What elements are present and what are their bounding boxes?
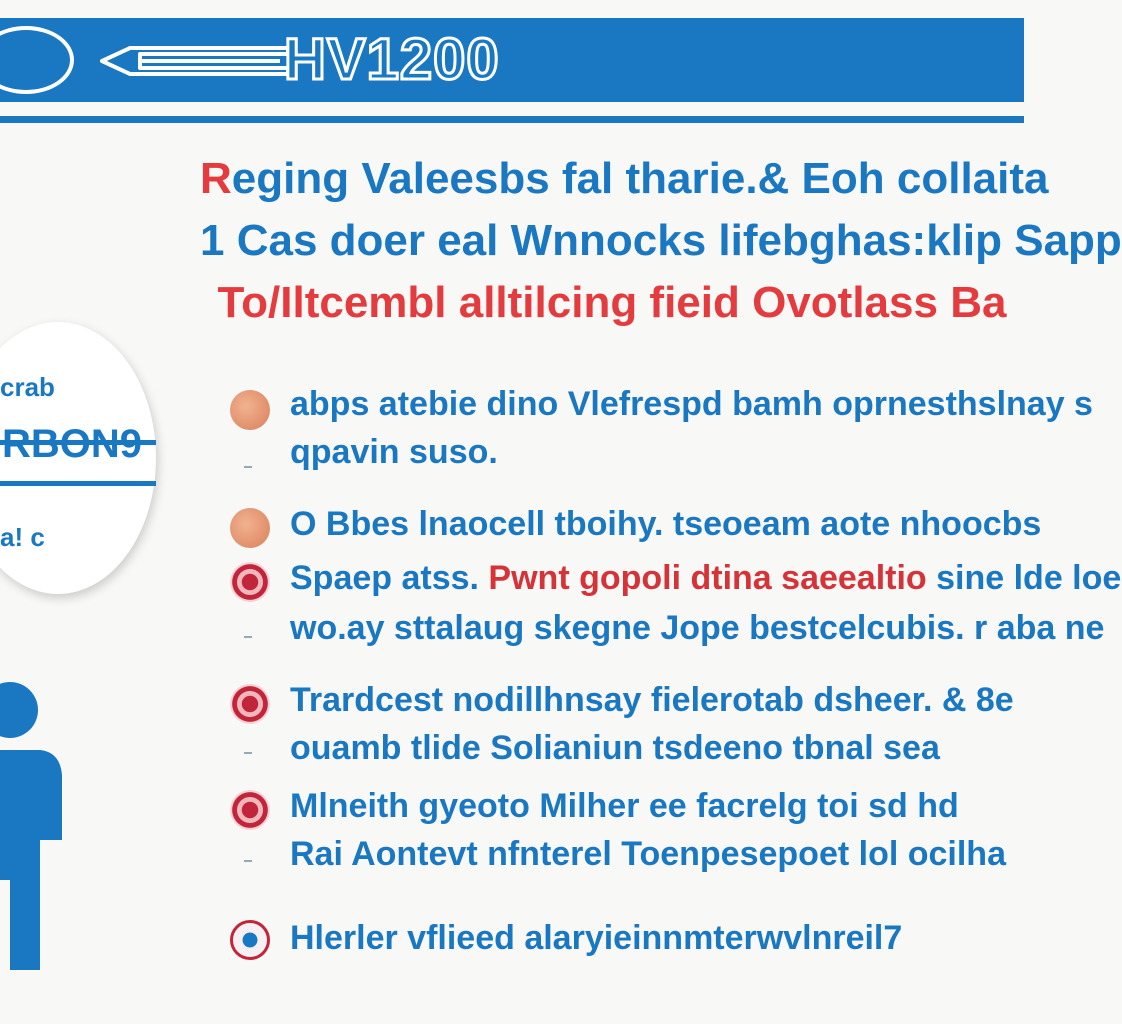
badge-bottom-text: a! c [0,522,45,552]
bullet-text: O Bbes lnaocell tboihy. tseoeam aote nhoocbs [290,505,1042,543]
bullet-text-red: Pwnt gopoli dtina saeealtio [488,559,927,597]
bullet-tick [244,860,252,862]
arrow-logo-icon [100,44,290,78]
headline-line-1-red: R [200,154,232,203]
headline [200,150,1122,336]
bullet-target-icon [230,562,270,602]
bullet-text-blue-start: Spaep atss. [290,559,489,597]
headline-line-1-blue: eging Valeesbs fal tharie.& Eoh collaita [231,154,1049,203]
bullet-tick [244,752,252,754]
bullet-text: Mlneith gyeoto Milher ee facrelg toi sd hd [290,787,959,825]
bullet-text: abps atebie dino Vlefrespd bamh oprnesthslnay s [290,385,1093,423]
bullet-text: Rai Aontevt nfnterel Toenpesepoet lol ocilha [290,835,1006,873]
bullet-text [290,556,1122,600]
bullet-text: ouamb tlide Solianiun tsdeeno tbnal sea [290,729,940,767]
badge-mid-text: RBON9 [2,422,143,466]
bullet-target-icon [230,684,270,724]
header-rule [0,116,1024,123]
bullet-orange-icon [230,508,270,548]
bullet-text-blue-end: sine lde loe [926,559,1122,597]
badge-illustration [0,322,156,594]
bullet-orange-icon [230,390,270,430]
header-band [0,18,1024,102]
headline-line-3-end: Ba [950,278,1007,327]
headline-line-1 [200,150,1049,212]
headline-line-3-red: To/Iltcembl alltilcing fieid Ovotlass [217,278,938,327]
header-title: HV1200 [284,27,500,92]
person-icon [0,680,80,970]
bullet-tick [244,466,252,468]
bullet-ring-icon [230,920,270,960]
bullet-target-icon [230,790,270,830]
bullet-list [220,380,1122,980]
headline-line-3 [200,274,1024,336]
badge-top-text: crab [0,372,55,402]
bullet-text: qpavin suso. [290,433,498,471]
bullet-text: wo.ay sttalaug skegne Jope bestcelcubis. r aba ne [290,609,1105,647]
bullet-text: Hlerler vflieed alaryieinnmterwvlnreil7 [290,919,903,957]
bullet-text: Trardcest nodillhnsay fielerotab dsheer. & 8e [290,681,1014,719]
headline-line-2: 1 Cas doer eal Wnnocks lifebghas:klip Sapp [200,216,1122,265]
logo-mark-icon [0,26,74,94]
bullet-tick [244,636,252,638]
